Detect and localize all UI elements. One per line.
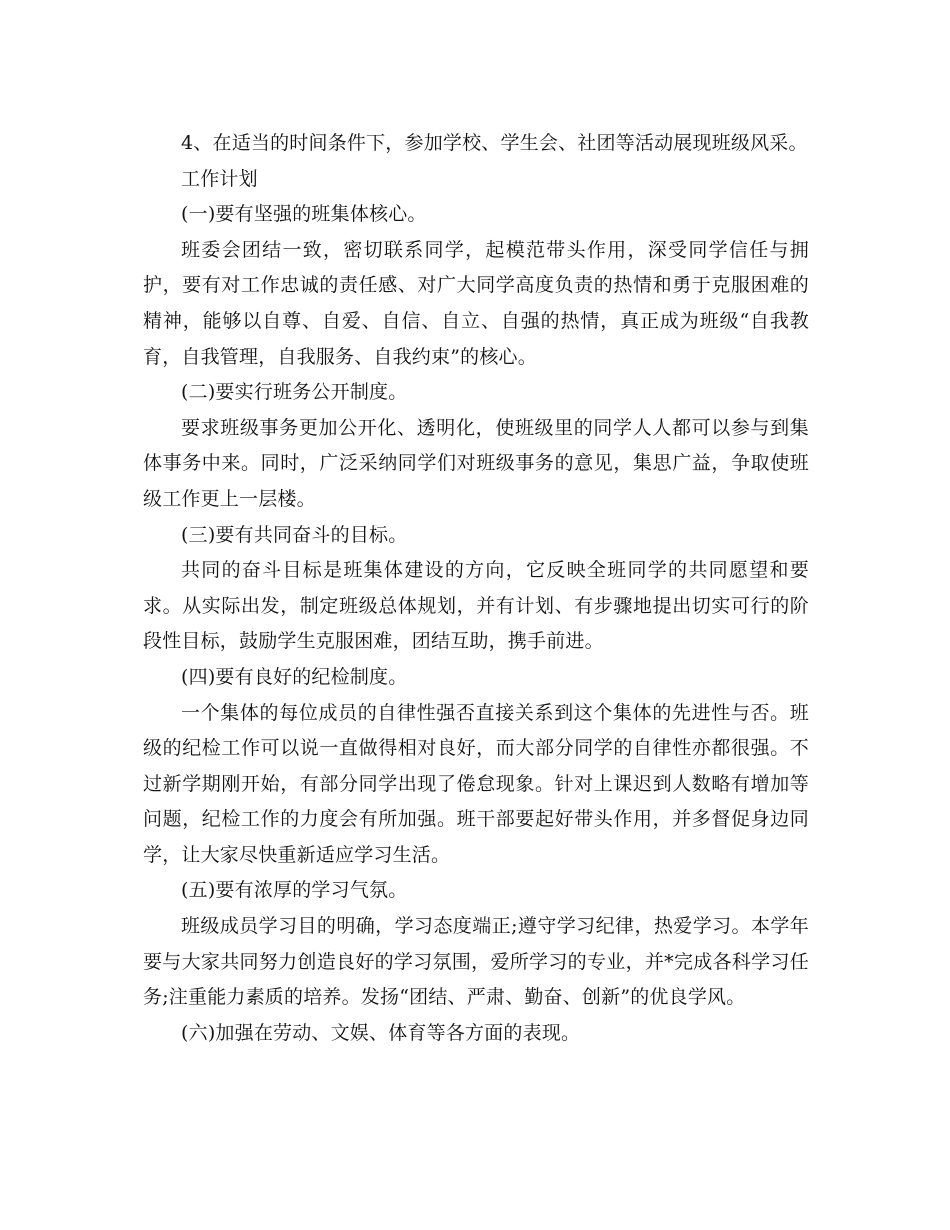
paragraph-5: 班级成员学习目的明确，学习态度端正;遵守学习纪律，热爱学习。本学年要与大家共同努力创造良好的学习氛围，爱所学习的专业，并*完成各科学习任务;注重能力素质的培养。发扬“团结、严肃、勤奋、创新”的优良学风。 bbox=[143, 915, 809, 1009]
document-body bbox=[143, 126, 809, 1051]
section-heading-work-plan: 工作计划 bbox=[181, 167, 258, 190]
subheading-2: (二)要实行班务公开制度。 bbox=[181, 381, 408, 404]
paragraph-2: 要求班级事务更加公开化、透明化，使班级里的同学人人都可以参与到集体事务中来。同时，广泛采纳同学们对班级事务的意见，集思广益，争取使班级工作更上一层楼。 bbox=[143, 416, 809, 510]
paragraph-1: 班委会团结一致，密切联系同学，起模范带头作用，深受同学信任与拥护，要有对工作忠诚的责任感、对广大同学高度负责的热情和勇于克服困难的精神，能够以自尊、自爱、自信、自立、自强的热情，真正成为班级“自我教育，自我管理，自我服务、自我约束”的核心。 bbox=[143, 238, 809, 368]
paragraph-4: 一个集体的每位成员的自律性强否直接关系到这个集体的先进性与否。班级的纪检工作可以说一直做得相对良好，而大部分同学的自律性亦都很强。不过新学期刚开始，有部分同学出现了倦怠现象。针对上课迟到人数略有增加等问题，纪检工作的力度会有所加强。班干部要起好带头作用，并多督促身边同学，让大家尽快重新适应学习生活。 bbox=[143, 701, 809, 866]
subheading-3: (三)要有共同奋斗的目标。 bbox=[181, 523, 408, 546]
subheading-4: (四)要有良好的纪检制度。 bbox=[181, 665, 408, 688]
subheading-5: (五)要有浓厚的学习气氛。 bbox=[181, 879, 408, 902]
subheading-6: (六)加强在劳动、文娱、体育等各方面的表现。 bbox=[181, 1021, 581, 1044]
paragraph-3: 共同的奋斗目标是班集体建设的方向，它反映全班同学的共同愿望和要求。从实际出发，制定班级总体规划，并有计划、有步骤地提出切实可行的阶段性目标，鼓励学生克服困难，团结互助，携手前进。 bbox=[143, 559, 809, 653]
paragraph-activities: 4、在适当的时间条件下，参加学校、学生会、社团等活动展现班级风采。 bbox=[181, 132, 808, 154]
subheading-1: (一)要有坚强的班集体核心。 bbox=[181, 203, 427, 226]
